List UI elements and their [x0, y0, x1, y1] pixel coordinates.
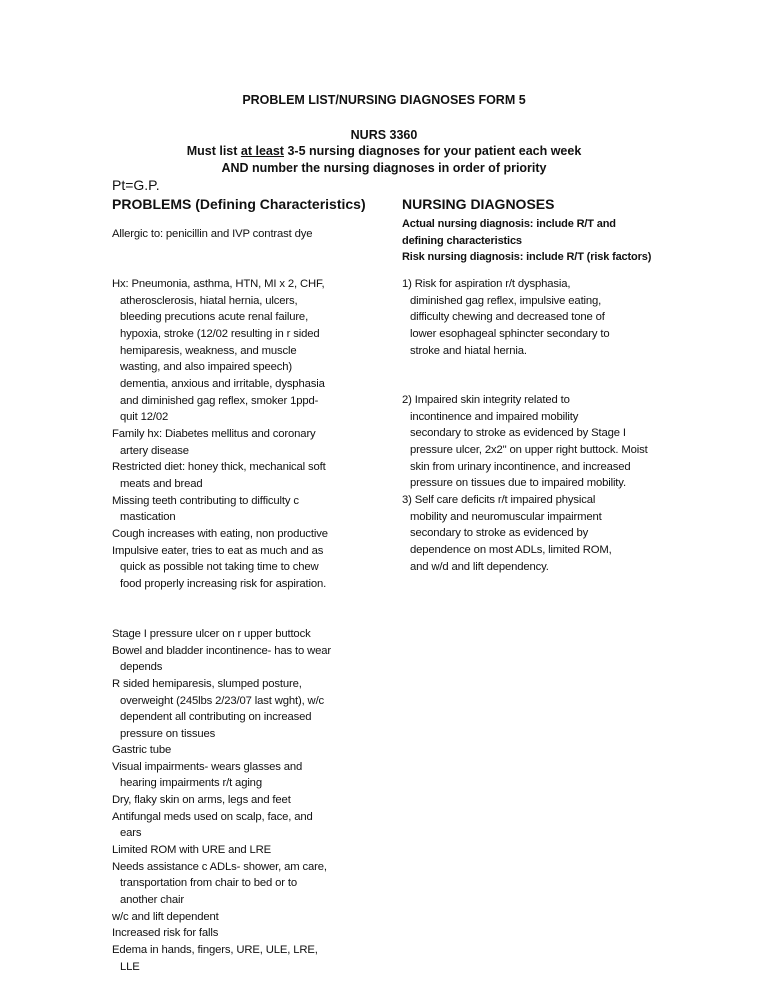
diagnosis-1 [402, 276, 610, 359]
text-line: LLE [120, 960, 140, 973]
text-line: Dry, flaky skin on arms, legs and feet [112, 793, 291, 806]
text-line: bleeding precutions acute renal failure, [120, 311, 309, 324]
skin-block [112, 626, 331, 743]
text-line: and w/d and lift dependency. [410, 560, 549, 573]
patient-id: Pt=G.P. [112, 177, 160, 193]
instruction-line-2: AND number the nursing diagnoses in order of priority [221, 161, 547, 175]
text-line: and diminished gag reflex, smoker 1ppd- [120, 394, 319, 407]
text-line: diminished gag reflex, impulsive eating, [410, 294, 602, 307]
text-line: Missing teeth contributing to difficulty c [112, 494, 299, 507]
text-line: difficulty chewing and decreased tone of [410, 311, 605, 324]
text-line: 2) Impaired skin integrity related to [402, 394, 570, 406]
diagnoses-instructions: Actual nursing diagnosis: include R/T and defining characteristics Risk nursing diagnosis: include R/T (risk factors) [402, 218, 652, 264]
text-line: Family hx: Diabetes mellitus and coronary [112, 427, 316, 440]
diagnosis-3 [402, 492, 612, 575]
history-block [112, 276, 328, 592]
text-line: overweight (245lbs 2/23/07 last wght), w/c [120, 694, 325, 707]
text-line: w/c and lift dependent [112, 910, 219, 923]
text-line: Edema in hands, fingers, URE, ULE, LRE, [112, 943, 318, 956]
text-line: transportation from chair to bed or to [120, 877, 298, 890]
diagnosis-2 [402, 392, 648, 492]
text-line: mastication [120, 511, 176, 524]
text-line: hypoxia, stroke (12/02 resulting in r sided [120, 327, 320, 340]
text-line: Restricted diet: honey thick, mechanical soft [112, 461, 326, 474]
other-problems-block [112, 742, 327, 975]
diagnoses-heading: NURSING DIAGNOSES [402, 196, 555, 212]
text-line: Allergic to: penicillin and IVP contrast dye [112, 228, 313, 240]
text-line: Limited ROM with URE and LRE [112, 843, 272, 856]
text-line: 3) Self care deficits r/t impaired physical [402, 494, 596, 506]
text-line: 1) Risk for aspiration r/t dysphasia, [402, 278, 571, 290]
text-line: pressure on tissues [120, 727, 216, 740]
text-line: dementia, anxious and irritable, dysphasia [120, 377, 325, 390]
text-line: mobility and neuromuscular impairment [410, 510, 602, 523]
text-line: secondary to stroke as evidenced by Stage I [410, 427, 626, 440]
text-line: depends [120, 661, 163, 674]
allergy-block [112, 226, 312, 243]
text-line: Visual impairments- wears glasses and [112, 760, 303, 773]
text-line: dependent all contributing on increased [120, 711, 312, 724]
problems-heading: PROBLEMS (Defining Characteristics) [112, 196, 366, 212]
text-line: Bowel and bladder incontinence- has to wear [112, 644, 332, 657]
text-line: Cough increases with eating, non productive [112, 527, 328, 540]
instruction-line-1: Must list at least 3-5 nursing diagnoses for your patient each week [186, 144, 582, 158]
text-line: incontinence and impaired mobility [410, 410, 579, 423]
course-number: NURS 3360 [350, 128, 418, 142]
text-line: quit 12/02 [120, 411, 169, 424]
text-line: artery disease [120, 444, 189, 457]
text-line: atherosclerosis, hiatal hernia, ulcers, [120, 294, 298, 307]
text-line: pressure ulcer, 2x2" on upper right buttock. Moist [410, 443, 648, 456]
text-line: lower esophageal sphincter secondary to [410, 327, 610, 340]
text-line: Increased risk for falls [112, 927, 219, 940]
text-line: Antifungal meds used on scalp, face, and [112, 810, 313, 823]
text-line: hearing impairments r/t aging [120, 777, 262, 790]
text-line: Hx: Pneumonia, asthma, HTN, MI x 2, CHF, [112, 278, 325, 290]
text-line: wasting, and also impaired speech) [120, 361, 292, 374]
form-title: PROBLEM LIST/NURSING DIAGNOSES FORM 5 [242, 93, 526, 107]
text-line: stroke and hiatal hernia. [410, 344, 527, 357]
text-line: hemiparesis, weakness, and muscle [120, 344, 297, 357]
text-line: ears [120, 827, 142, 840]
text-line: Gastric tube [112, 744, 172, 756]
text-line: Impulsive eater, tries to eat as much and as [112, 544, 324, 557]
text-line: meats and bread [120, 477, 203, 490]
text-line: secondary to stroke as evidenced by [410, 527, 589, 540]
text-line: R sided hemiparesis, slumped posture, [112, 677, 302, 690]
text-line: Needs assistance c ADLs- shower, am care, [112, 860, 327, 873]
text-line: another chair [120, 893, 184, 906]
text-line: Stage I pressure ulcer on r upper buttock [112, 628, 311, 640]
text-line: skin from urinary incontinence, and increased [410, 460, 631, 473]
text-line: quick as possible not taking time to chew [120, 561, 319, 574]
text-line: dependence on most ADLs, limited ROM, [410, 543, 612, 556]
text-line: food properly increasing risk for aspiration. [120, 577, 327, 590]
text-line: pressure on tissues due to impaired mobility. [410, 477, 626, 490]
